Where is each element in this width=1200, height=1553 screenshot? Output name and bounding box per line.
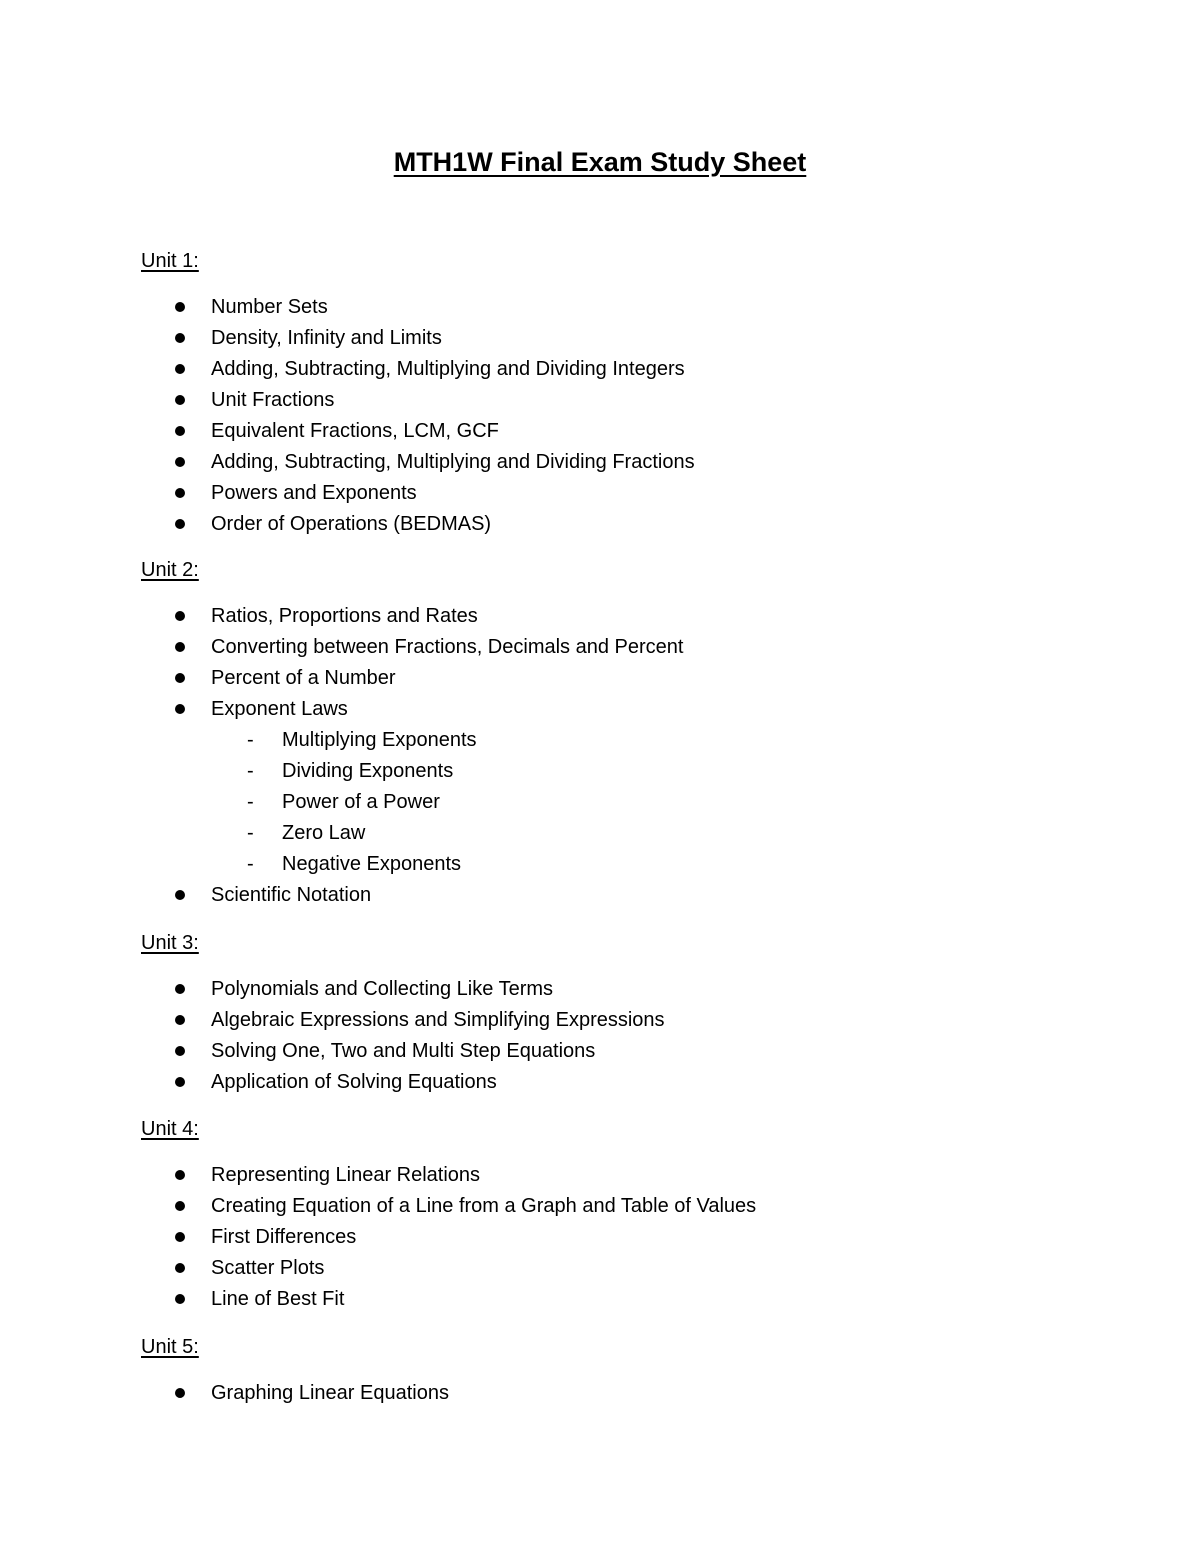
- bullet-icon: [175, 1046, 185, 1056]
- sub-list-item: [0, 789, 1200, 815]
- sub-list-item-text: Power of a Power: [282, 791, 440, 813]
- unit-heading-3: Unit 3:: [141, 932, 199, 954]
- bullet-icon: [175, 673, 185, 683]
- bullet-icon: [175, 395, 185, 405]
- list-item: [0, 356, 1200, 382]
- list-item-text: Equivalent Fractions, LCM, GCF: [211, 420, 499, 442]
- list-item-text: First Differences: [211, 1226, 357, 1248]
- bullet-icon: [175, 1170, 185, 1180]
- bullet-icon: [175, 488, 185, 498]
- bullet-icon: [175, 890, 185, 900]
- list-item: [0, 480, 1200, 506]
- bullet-icon: [175, 1201, 185, 1211]
- list-item: [0, 294, 1200, 320]
- list-item-text: Density, Infinity and Limits: [211, 327, 442, 349]
- bullet-icon: [175, 1263, 185, 1273]
- bullet-icon: [175, 1232, 185, 1242]
- dash-marker: -: [247, 729, 254, 751]
- dash-marker: -: [247, 853, 254, 875]
- list-item: [0, 387, 1200, 413]
- bullet-icon: [175, 302, 185, 312]
- list-item-text: Powers and Exponents: [211, 482, 417, 504]
- list-item: [0, 1286, 1200, 1312]
- list-item: [0, 1162, 1200, 1188]
- list-item: [0, 1224, 1200, 1250]
- list-item-text: Ratios, Proportions and Rates: [211, 605, 478, 627]
- bullet-icon: [175, 1077, 185, 1087]
- list-item-text: Percent of a Number: [211, 667, 396, 689]
- bullet-icon: [175, 1388, 185, 1398]
- list-item-text: Adding, Subtracting, Multiplying and Dividing Integers: [211, 358, 685, 380]
- list-item: [0, 1038, 1200, 1064]
- sub-list-item: [0, 727, 1200, 753]
- bullet-icon: [175, 1294, 185, 1304]
- list-item-text: Converting between Fractions, Decimals and Percent: [211, 636, 684, 658]
- list-item: [0, 634, 1200, 660]
- list-item: [0, 511, 1200, 537]
- list-item-text: Application of Solving Equations: [211, 1071, 497, 1093]
- list-item: [0, 882, 1200, 908]
- list-item: [0, 1007, 1200, 1033]
- list-item: [0, 325, 1200, 351]
- sub-list-item-text: Negative Exponents: [282, 853, 462, 875]
- sub-list-item-text: Zero Law: [282, 822, 366, 844]
- bullet-icon: [175, 984, 185, 994]
- list-item-text: Solving One, Two and Multi Step Equations: [211, 1040, 596, 1062]
- list-item: [0, 1069, 1200, 1095]
- document-title: MTH1W Final Exam Study Sheet: [393, 147, 807, 177]
- unit-heading-5: Unit 5:: [141, 1336, 199, 1358]
- list-item-text: Scatter Plots: [211, 1257, 325, 1279]
- list-item-text: Representing Linear Relations: [211, 1164, 481, 1186]
- list-item: [0, 1193, 1200, 1219]
- sub-list-item: [0, 851, 1200, 877]
- list-item: [0, 418, 1200, 444]
- unit-heading-4: Unit 4:: [141, 1118, 199, 1140]
- bullet-icon: [175, 704, 185, 714]
- list-item: [0, 976, 1200, 1002]
- unit-heading-2: Unit 2:: [141, 559, 199, 581]
- list-item-text: Graphing Linear Equations: [211, 1382, 449, 1404]
- list-item-text: Exponent Laws: [211, 698, 348, 720]
- list-item: [0, 449, 1200, 475]
- sub-list-item: [0, 820, 1200, 846]
- bullet-icon: [175, 519, 185, 529]
- bullet-icon: [175, 1015, 185, 1025]
- dash-marker: -: [247, 791, 254, 813]
- list-item: [0, 665, 1200, 691]
- list-item-text: Polynomials and Collecting Like Terms: [211, 978, 554, 1000]
- bullet-icon: [175, 364, 185, 374]
- list-item-text: Algebraic Expressions and Simplifying Expressions: [211, 1009, 665, 1031]
- list-item-text: Unit Fractions: [211, 389, 335, 411]
- list-item-text: Order of Operations (BEDMAS): [211, 513, 492, 535]
- list-item-text: Number Sets: [211, 296, 328, 318]
- sub-list-item-text: Multiplying Exponents: [282, 729, 477, 751]
- unit-heading-1: Unit 1:: [141, 250, 199, 272]
- list-item-text: Creating Equation of a Line from a Graph and Table of Values: [211, 1195, 757, 1217]
- sub-list-item: [0, 758, 1200, 784]
- list-item: [0, 603, 1200, 629]
- list-item: [0, 696, 1200, 722]
- list-item: [0, 1255, 1200, 1281]
- dash-marker: -: [247, 822, 254, 844]
- list-item-text: Scientific Notation: [211, 884, 372, 906]
- dash-marker: -: [247, 760, 254, 782]
- bullet-icon: [175, 457, 185, 467]
- bullet-icon: [175, 611, 185, 621]
- bullet-icon: [175, 642, 185, 652]
- bullet-icon: [175, 333, 185, 343]
- list-item-text: Line of Best Fit: [211, 1288, 345, 1310]
- bullet-icon: [175, 426, 185, 436]
- sub-list-item-text: Dividing Exponents: [282, 760, 454, 782]
- list-item: [0, 1380, 1200, 1406]
- list-item-text: Adding, Subtracting, Multiplying and Dividing Fractions: [211, 451, 695, 473]
